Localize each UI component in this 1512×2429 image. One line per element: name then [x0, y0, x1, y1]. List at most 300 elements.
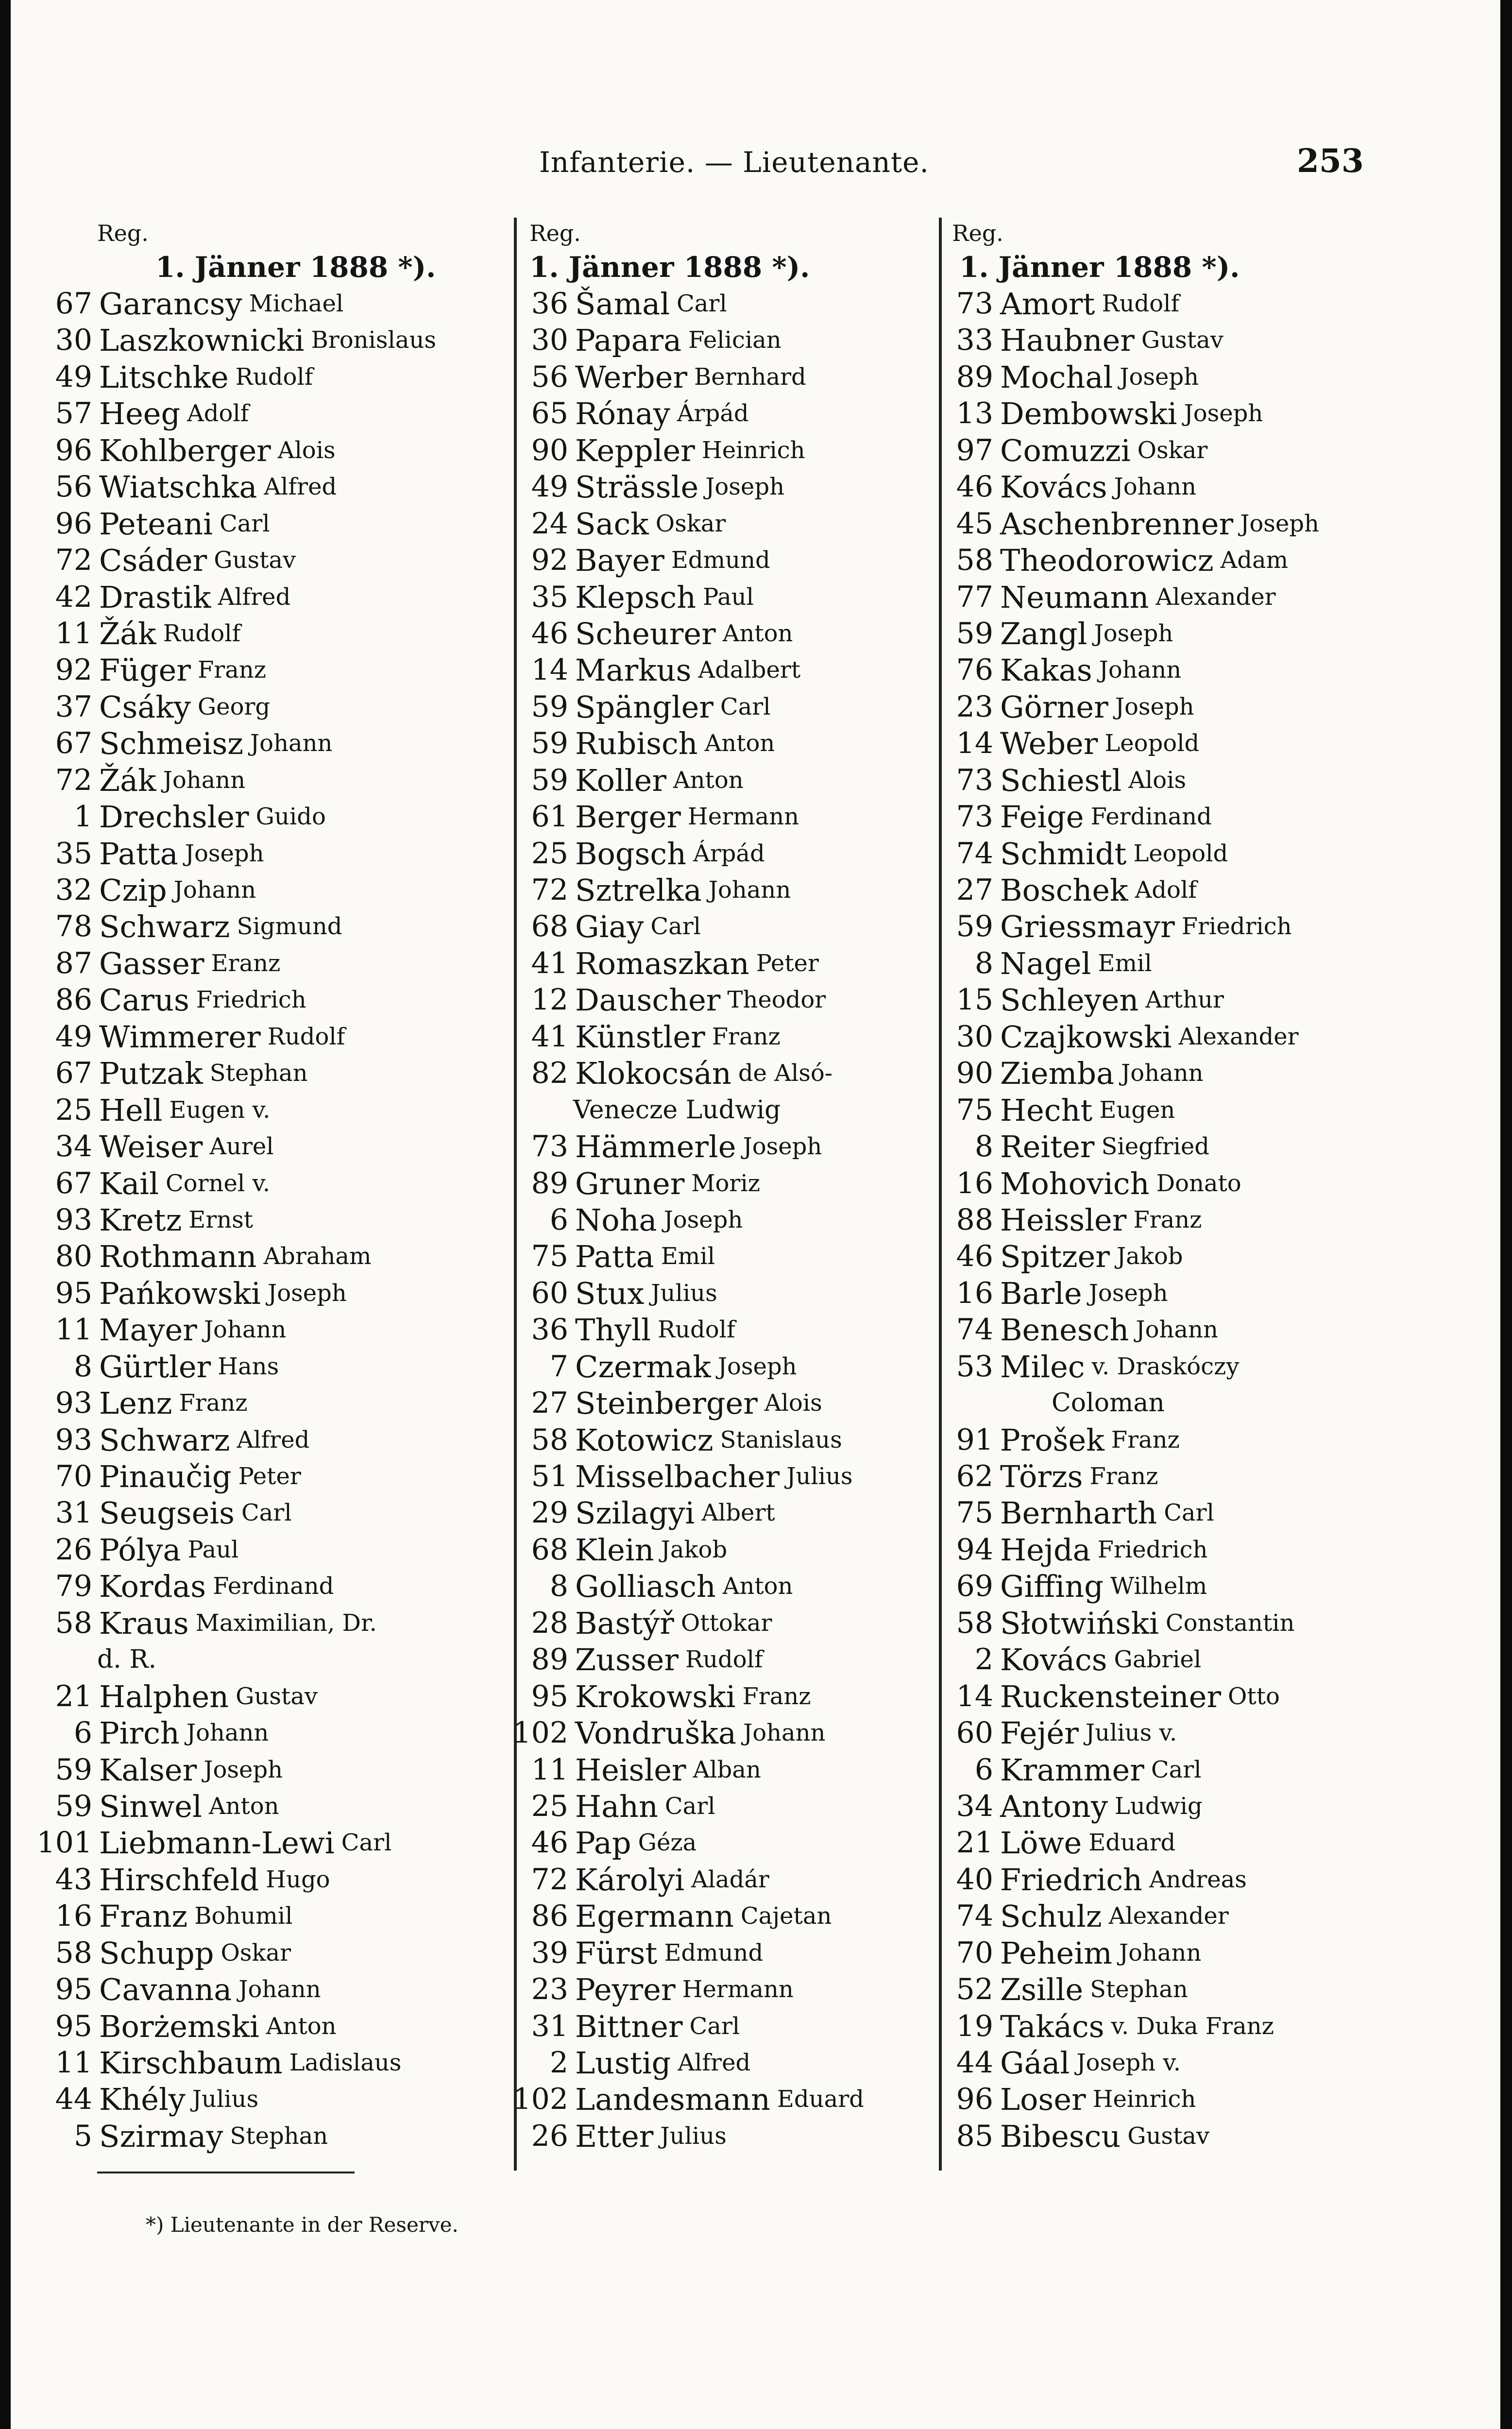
given-name: Edmund [664, 1939, 764, 1967]
surname: Golliasch [575, 1569, 716, 1605]
surname: Antony [1000, 1788, 1108, 1824]
column-heading: 1. Jänner 1888 *). [155, 251, 436, 284]
given-name: Stephan [209, 1060, 308, 1087]
given-name: Gabriel [1114, 1646, 1202, 1674]
list-item [24, 1752, 510, 1788]
regiment-number: 46 [531, 616, 568, 650]
list-item [24, 1605, 510, 1642]
list-item [24, 1458, 510, 1495]
list-item [925, 1971, 1494, 2008]
entry-list [500, 286, 937, 2155]
surname: Seugseis [99, 1495, 235, 1531]
list-item [24, 2081, 510, 2118]
surname: Kordas [99, 1569, 206, 1605]
given-name: Joseph [185, 839, 264, 867]
given-name: v. Draskóczy [1091, 1352, 1240, 1380]
given-name: Leopold [1133, 839, 1228, 867]
list-item [500, 1862, 937, 1898]
given-name: Gustav [1141, 326, 1223, 354]
regiment-number: 95 [531, 1679, 568, 1713]
given-name: Carl [720, 693, 771, 720]
surname: Wiatschka [99, 469, 257, 505]
regiment-number: 24 [531, 506, 568, 541]
regiment-number: 31 [531, 2009, 568, 2043]
surname: Szilagyi [575, 1495, 695, 1531]
surname: Klokocsán [575, 1056, 731, 1092]
regiment-number: 73 [956, 287, 993, 321]
page-number: 253 [1297, 142, 1364, 180]
column-heading: 1. Jänner 1888 *). [529, 251, 810, 284]
surname: Scheurer [575, 616, 716, 651]
given-name: Franz [742, 1682, 811, 1710]
surname: Benesch [1000, 1312, 1129, 1348]
list-item [500, 982, 937, 1018]
list-item [500, 1019, 937, 1055]
entry-continuation: Coloman [1052, 1388, 1165, 1418]
given-name: Johann [1121, 1060, 1204, 1087]
surname: Liebmann-Lewi [99, 1825, 335, 1861]
list-item [500, 908, 937, 945]
list-item [925, 799, 1494, 835]
regiment-number: 59 [55, 1789, 92, 1823]
list-item [925, 1275, 1494, 1312]
regiment-number: 77 [956, 580, 993, 614]
regiment-number: 74 [956, 1313, 993, 1347]
list-item [24, 1935, 510, 1971]
list-item [24, 836, 510, 872]
given-name: Géza [638, 1829, 697, 1857]
given-name: Anton [722, 619, 793, 647]
surname: Pinaučig [99, 1459, 232, 1494]
surname: Aschenbrenner [1000, 506, 1234, 542]
list-item [500, 579, 937, 616]
column-1 [24, 218, 510, 2155]
given-name: Emil [1098, 949, 1152, 977]
surname: Heeg [99, 396, 181, 432]
regiment-number: 36 [531, 287, 568, 321]
list-item [500, 1605, 937, 1642]
regiment-number: 89 [531, 1642, 568, 1677]
list-item [925, 1788, 1494, 1825]
given-name: Anton [704, 730, 775, 757]
regiment-number: 80 [55, 1239, 92, 1274]
given-name: Oskar [1137, 436, 1208, 464]
list-item [925, 1715, 1494, 1751]
given-name: Hans [218, 1352, 279, 1380]
given-name: Joseph [1115, 693, 1194, 720]
surname: Czajkowski [1000, 1019, 1172, 1055]
list-item [24, 1055, 510, 1092]
list-item [500, 945, 937, 982]
list-item [24, 1825, 510, 1861]
list-item [24, 1788, 510, 1825]
surname: Drastik [99, 579, 211, 615]
given-name: Joseph v. [1076, 2049, 1181, 2076]
regiment-number: 27 [956, 873, 993, 907]
list-item [500, 2008, 937, 2045]
list-item [500, 1129, 937, 1165]
regiment-number: 26 [55, 1532, 92, 1567]
surname: Bibescu [1000, 2118, 1121, 2154]
list-item [925, 432, 1494, 469]
surname: Spängler [575, 689, 714, 725]
surname: Hahn [575, 1788, 658, 1824]
regiment-number: 12 [531, 983, 568, 1017]
list-item [500, 506, 937, 542]
list-item [500, 1898, 937, 1934]
footnote-rule [97, 2172, 355, 2173]
surname: Kail [99, 1165, 159, 1201]
given-name: Arthur [1145, 986, 1224, 1014]
surname: Carus [99, 982, 189, 1018]
surname: Mayer [99, 1312, 197, 1348]
surname: Thyll [575, 1312, 651, 1348]
list-item [24, 1092, 510, 1129]
list-item [925, 945, 1494, 982]
regiment-number: 65 [531, 396, 568, 431]
list-item [24, 1678, 510, 1715]
given-name: Eduard [1088, 1829, 1176, 1857]
given-name: Joseph [663, 1206, 743, 1233]
surname: Fürst [575, 1935, 658, 1971]
given-name: Joseph [268, 1279, 347, 1307]
list-item [500, 469, 937, 505]
regiment-number: 53 [956, 1349, 993, 1384]
regiment-number: 7 [549, 1349, 568, 1384]
surname: Mohovich [1000, 1165, 1150, 1201]
regiment-number: 15 [956, 983, 993, 1017]
list-item [24, 286, 510, 322]
regiment-number: 33 [956, 323, 993, 358]
list-item [925, 1825, 1494, 1861]
list-item [925, 762, 1494, 799]
regiment-number: 85 [956, 2119, 993, 2153]
list-item [500, 1678, 937, 1715]
given-name: Guido [255, 803, 326, 831]
list-item [24, 322, 510, 359]
list-item [500, 872, 937, 908]
given-name: Alfred [678, 2049, 751, 2076]
list-item [925, 1678, 1494, 1715]
surname: Halphen [99, 1678, 229, 1714]
list-item [24, 872, 510, 908]
regiment-number: 68 [531, 1532, 568, 1567]
surname: Cavanna [99, 1972, 232, 2008]
regiment-number: 62 [956, 1459, 993, 1493]
regiment-number: 96 [956, 2082, 993, 2117]
given-name: Julius [786, 1463, 853, 1490]
list-item [925, 1642, 1494, 1678]
surname: Berger [575, 799, 681, 835]
list-item [925, 1862, 1494, 1898]
surname: Kraus [99, 1605, 189, 1641]
surname: Schulz [1000, 1899, 1102, 1934]
surname: Schwarz [99, 909, 230, 945]
given-name: Johann [186, 1719, 269, 1747]
given-name: Alois [277, 436, 336, 464]
regiment-number: 74 [956, 836, 993, 871]
surname: Schupp [99, 1935, 214, 1971]
list-item [500, 762, 937, 799]
given-name: Rudolf [235, 363, 313, 391]
given-name: Anton [673, 766, 744, 794]
list-item [24, 982, 510, 1018]
given-name: Gustav [1127, 2122, 1210, 2150]
surname: Rubisch [575, 726, 698, 762]
regiment-number: 92 [55, 653, 92, 687]
given-name: Alfred [218, 583, 291, 611]
list-item [925, 1568, 1494, 1605]
surname: Ziemba [1000, 1056, 1115, 1092]
given-name: Johann [708, 876, 791, 904]
column-3 [925, 218, 1494, 2155]
regiment-number: 79 [55, 1569, 92, 1604]
list-item [925, 1092, 1494, 1129]
regiment-number: 93 [55, 1202, 92, 1237]
given-name: Gustav [214, 547, 296, 574]
given-name: Johann [250, 730, 333, 757]
regiment-number: 72 [531, 873, 568, 907]
surname: Kretz [99, 1202, 182, 1238]
list-item [500, 1568, 937, 1605]
given-name: Johann [1114, 473, 1197, 501]
list-item [500, 1275, 937, 1312]
list-item [925, 1935, 1494, 1971]
surname: Schmidt [1000, 836, 1127, 872]
regiment-number: 97 [956, 433, 993, 467]
regiment-number: 2 [974, 1642, 993, 1677]
list-item [500, 2118, 937, 2155]
regiment-number: 95 [55, 2009, 92, 2043]
list-item [925, 836, 1494, 872]
surname: Hirschfeld [99, 1862, 259, 1898]
list-item [925, 689, 1494, 725]
list-item [500, 322, 937, 359]
list-item [24, 1422, 510, 1458]
list-item [24, 799, 510, 835]
given-name: Franz [712, 1023, 781, 1050]
reg-label: Reg. [97, 220, 149, 246]
regiment-number: 93 [55, 1386, 92, 1420]
regiment-number: 58 [55, 1935, 92, 1970]
surname: Zsille [1000, 1972, 1084, 2008]
regiment-number: 58 [956, 1606, 993, 1640]
regiment-number: 43 [55, 1862, 92, 1897]
regiment-number: 67 [55, 287, 92, 321]
surname: Feige [1000, 799, 1084, 835]
regiment-number: 11 [531, 1752, 568, 1787]
given-name: Michael [249, 290, 344, 317]
list-item [24, 469, 510, 505]
surname: Bogsch [575, 836, 687, 872]
surname: Nagel [1000, 945, 1091, 981]
regiment-number: 93 [55, 1422, 92, 1457]
surname: Bittner [575, 2008, 683, 2044]
surname: Takács [1000, 2008, 1104, 2044]
surname: Pańkowski [99, 1275, 261, 1311]
given-name: Carl [677, 290, 727, 317]
list-item [500, 1825, 937, 1861]
surname: Kotowicz [575, 1422, 714, 1458]
reg-label: Reg. [529, 220, 581, 246]
regiment-number: 88 [956, 1202, 993, 1237]
list-item [24, 1971, 510, 2008]
surname: Patta [575, 1239, 654, 1275]
regiment-number: 102 [512, 2082, 568, 2117]
regiment-number: 73 [956, 763, 993, 797]
list-item [500, 2045, 937, 2081]
list-item [500, 836, 937, 872]
regiment-number: 61 [531, 800, 568, 834]
regiment-number: 95 [55, 1972, 92, 2007]
list-item [500, 1752, 937, 1788]
regiment-number: 23 [531, 1972, 568, 2007]
surname: Görner [1000, 689, 1108, 725]
regiment-number: 56 [531, 359, 568, 394]
given-name: Constantin [1165, 1609, 1295, 1637]
regiment-number: 6 [73, 1716, 92, 1750]
list-item [500, 1422, 937, 1458]
list-item [925, 1495, 1494, 1531]
regiment-number: 8 [549, 1569, 568, 1604]
given-name: Ferdinand [213, 1573, 334, 1600]
regiment-number: 96 [55, 433, 92, 467]
regiment-number: 37 [55, 689, 92, 724]
list-item [500, 652, 937, 688]
surname: Klepsch [575, 579, 696, 615]
list-item [24, 1568, 510, 1605]
given-name: Franz [197, 656, 267, 684]
given-name: Peter [238, 1463, 301, 1490]
surname: Schwarz [99, 1422, 230, 1458]
given-name: Franz [179, 1389, 248, 1417]
surname: Peyrer [575, 1972, 676, 2008]
surname: Słotwiński [1000, 1605, 1159, 1641]
given-name: Moriz [691, 1169, 760, 1197]
given-name: Emil [661, 1243, 715, 1270]
list-item [500, 542, 937, 579]
given-name: Franz [1089, 1463, 1158, 1490]
list-item [500, 1495, 937, 1531]
surname: Sack [575, 506, 649, 542]
list-item [24, 542, 510, 579]
list-item [24, 1202, 510, 1238]
list-item [500, 1385, 937, 1421]
given-name: Johann [238, 1976, 321, 2003]
surname: Szirmay [99, 2118, 223, 2154]
given-name: Maximilian, Dr. [195, 1609, 377, 1637]
surname: Künstler [575, 1019, 705, 1055]
surname: Misselbacher [575, 1459, 780, 1494]
entry-list [925, 286, 1494, 2155]
regiment-number: 58 [956, 543, 993, 578]
given-name: Rudolf [267, 1023, 345, 1050]
surname: Egermann [575, 1899, 734, 1934]
given-name: Eugen [1099, 1096, 1175, 1124]
running-title: Infanterie. — Lieutenante. [539, 146, 929, 179]
list-item [925, 2045, 1494, 2081]
list-item [925, 1055, 1494, 1092]
given-name: Leopold [1104, 730, 1200, 757]
regiment-number: 21 [956, 1826, 993, 1860]
regiment-number: 58 [531, 1422, 568, 1457]
list-item [24, 762, 510, 799]
list-item [925, 1605, 1494, 1642]
list-item [925, 1458, 1494, 1495]
entry-list [24, 286, 510, 2155]
regiment-number: 90 [956, 1056, 993, 1091]
given-name: de Alsó- [738, 1060, 832, 1087]
surname: Laszkownicki [99, 323, 305, 359]
given-name: Adolf [1135, 876, 1197, 904]
regiment-number: 8 [974, 1129, 993, 1164]
surname: Garancsy [99, 286, 242, 322]
surname: Fejér [1000, 1715, 1079, 1751]
given-name: Johann [163, 766, 246, 794]
given-name: Árpád [677, 400, 749, 428]
regiment-number: 57 [55, 396, 92, 431]
list-item [500, 1165, 937, 1202]
given-name: Alfred [264, 473, 337, 501]
regiment-number: 21 [55, 1679, 92, 1713]
surname: Sztrelka [575, 872, 702, 908]
surname: Kakas [1000, 652, 1092, 688]
list-item [24, 1532, 510, 1568]
list-item [500, 799, 937, 835]
surname: Kovács [1000, 469, 1107, 505]
list-item [500, 1715, 937, 1751]
list-item [24, 1385, 510, 1421]
surname: Theodorowicz [1000, 543, 1214, 579]
given-name: Joseph [1240, 510, 1319, 537]
surname: Krokowski [575, 1678, 736, 1714]
list-item [500, 616, 937, 652]
regiment-number: 41 [531, 946, 568, 980]
given-name: Joseph [1184, 400, 1263, 428]
list-item [24, 945, 510, 982]
given-name: Alexander [1108, 1902, 1229, 1930]
list-item [925, 652, 1494, 688]
list-item [925, 395, 1494, 432]
given-name: Eugen v. [169, 1096, 271, 1124]
regiment-number: 14 [531, 653, 568, 687]
regiment-number: 11 [55, 1313, 92, 1347]
surname: Gruner [575, 1165, 685, 1201]
regiment-number: 30 [531, 323, 568, 358]
given-name: Julius v. [1085, 1719, 1177, 1747]
given-name: Julius [192, 2086, 259, 2113]
regiment-number: 8 [73, 1349, 92, 1384]
regiment-number: 44 [956, 2046, 993, 2080]
regiment-number: 41 [531, 1019, 568, 1054]
surname: Stux [575, 1275, 645, 1311]
list-item [925, 1165, 1494, 1202]
regiment-number: 70 [956, 1935, 993, 1970]
list-item [500, 725, 937, 762]
given-name: Johann [204, 1316, 287, 1344]
surname: Weiser [99, 1129, 203, 1165]
surname: Vondruška [575, 1715, 736, 1751]
regiment-number: 11 [55, 2046, 92, 2080]
surname: Zangl [1000, 616, 1087, 651]
surname: Friedrich [1000, 1862, 1142, 1898]
given-name: Friedrich [1097, 1536, 1208, 1563]
list-item [24, 2118, 510, 2155]
list-item [500, 689, 937, 725]
given-name: Carl [664, 1792, 715, 1820]
regiment-number: 46 [531, 1826, 568, 1860]
list-item [925, 1238, 1494, 1275]
